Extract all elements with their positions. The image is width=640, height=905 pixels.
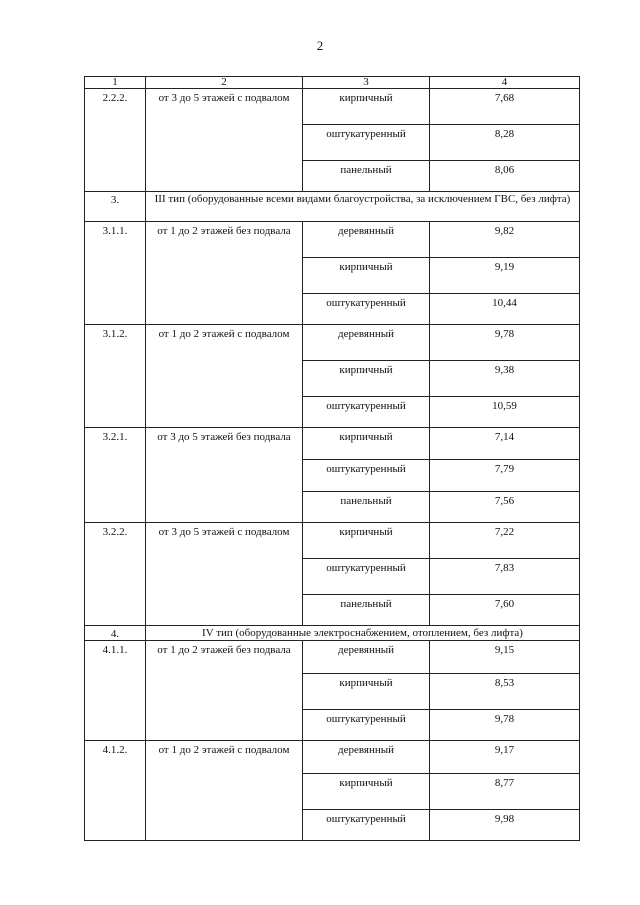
section-title: IV тип (оборудованные электроснабжением, отоплением, без лифта) bbox=[146, 626, 580, 641]
wall-material: кирпичный bbox=[303, 361, 430, 397]
table-row bbox=[85, 641, 580, 674]
item-number: 3.1.1. bbox=[85, 222, 146, 325]
wall-material: панельный bbox=[303, 492, 430, 523]
header-cell: 3 bbox=[303, 77, 430, 89]
item-number: 3.1.2. bbox=[85, 325, 146, 428]
rate-value: 9,17 bbox=[430, 741, 580, 774]
header-cell: 1 bbox=[85, 77, 146, 89]
rate-value: 7,22 bbox=[430, 523, 580, 559]
section-number: 4. bbox=[85, 626, 146, 641]
rate-value: 9,98 bbox=[430, 810, 580, 841]
rate-value: 9,19 bbox=[430, 258, 580, 294]
section-number: 3. bbox=[85, 192, 146, 222]
section-row bbox=[85, 626, 580, 641]
wall-material: кирпичный bbox=[303, 674, 430, 710]
wall-material: оштукатуренный bbox=[303, 810, 430, 841]
rate-value: 8,77 bbox=[430, 774, 580, 810]
section-row bbox=[85, 192, 580, 222]
rate-value: 9,78 bbox=[430, 325, 580, 361]
table-row bbox=[85, 741, 580, 774]
item-number: 3.2.2. bbox=[85, 523, 146, 626]
table-row bbox=[85, 428, 580, 460]
header-cell: 4 bbox=[430, 77, 580, 89]
rate-value: 9,15 bbox=[430, 641, 580, 674]
floors-description: от 1 до 2 этажей без подвала bbox=[146, 222, 303, 325]
wall-material: панельный bbox=[303, 161, 430, 192]
wall-material: оштукатуренный bbox=[303, 397, 430, 428]
floors-description: от 3 до 5 этажей с подвалом bbox=[146, 523, 303, 626]
table-row bbox=[85, 222, 580, 258]
rate-value: 8,53 bbox=[430, 674, 580, 710]
table-row bbox=[85, 325, 580, 361]
rate-value: 9,78 bbox=[430, 710, 580, 741]
wall-material: панельный bbox=[303, 595, 430, 626]
item-number: 2.2.2. bbox=[85, 89, 146, 192]
wall-material: деревянный bbox=[303, 741, 430, 774]
rate-value: 7,79 bbox=[430, 460, 580, 492]
item-number: 4.1.2. bbox=[85, 741, 146, 841]
wall-material: оштукатуренный bbox=[303, 559, 430, 595]
section-title: III тип (оборудованные всеми видами благоустройства, за исключением ГВС, без лифта) bbox=[146, 192, 580, 222]
wall-material: кирпичный bbox=[303, 428, 430, 460]
rate-value: 7,83 bbox=[430, 559, 580, 595]
rate-value: 8,06 bbox=[430, 161, 580, 192]
wall-material: кирпичный bbox=[303, 523, 430, 559]
wall-material: оштукатуренный bbox=[303, 125, 430, 161]
rate-value: 7,14 bbox=[430, 428, 580, 460]
wall-material: кирпичный bbox=[303, 774, 430, 810]
wall-material: деревянный bbox=[303, 641, 430, 674]
item-number: 4.1.1. bbox=[85, 641, 146, 741]
rate-value: 8,28 bbox=[430, 125, 580, 161]
floors-description: от 1 до 2 этажей с подвалом bbox=[146, 325, 303, 428]
table-row bbox=[85, 523, 580, 559]
wall-material: оштукатуренный bbox=[303, 460, 430, 492]
rate-value: 9,82 bbox=[430, 222, 580, 258]
wall-material: кирпичный bbox=[303, 258, 430, 294]
floors-description: от 3 до 5 этажей без подвала bbox=[146, 428, 303, 523]
table-row bbox=[85, 89, 580, 125]
item-number: 3.2.1. bbox=[85, 428, 146, 523]
floors-description: от 3 до 5 этажей с подвалом bbox=[146, 89, 303, 192]
rate-value: 10,59 bbox=[430, 397, 580, 428]
rate-value: 7,68 bbox=[430, 89, 580, 125]
header-cell: 2 bbox=[146, 77, 303, 89]
floors-description: от 1 до 2 этажей с подвалом bbox=[146, 741, 303, 841]
wall-material: деревянный bbox=[303, 325, 430, 361]
rate-value: 9,38 bbox=[430, 361, 580, 397]
header-row bbox=[85, 77, 580, 89]
rate-value: 7,60 bbox=[430, 595, 580, 626]
wall-material: кирпичный bbox=[303, 89, 430, 125]
wall-material: оштукатуренный bbox=[303, 294, 430, 325]
floors-description: от 1 до 2 этажей без подвала bbox=[146, 641, 303, 741]
rate-value: 7,56 bbox=[430, 492, 580, 523]
wall-material: оштукатуренный bbox=[303, 710, 430, 741]
wall-material: деревянный bbox=[303, 222, 430, 258]
page-number: 2 bbox=[316, 38, 324, 53]
rate-value: 10,44 bbox=[430, 294, 580, 325]
table-body bbox=[85, 77, 580, 841]
tariff-table bbox=[84, 76, 580, 841]
